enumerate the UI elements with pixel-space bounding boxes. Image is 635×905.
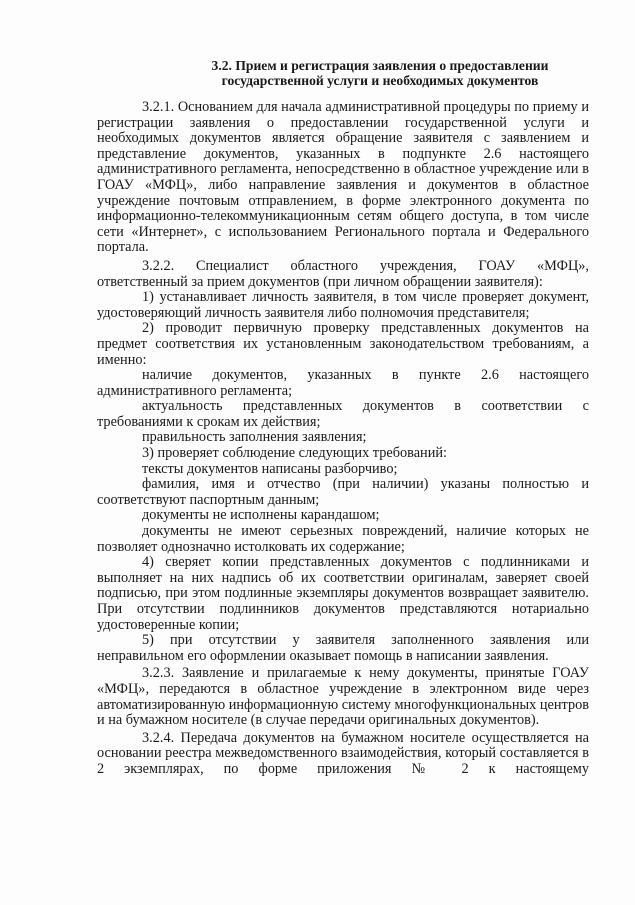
sub-item-form-correctness: правильность заполнения заявления;	[142, 429, 367, 446]
sub-item-legible-text: тексты документов написаны разборчиво;	[142, 460, 398, 477]
section-title	[150, 58, 610, 88]
paragraph-3-2-3: 3.2.3. Заявление и прилагаемые к нему документы, принятые ГОАУ «МФЦ», передаются в областное учреждение в электронном виде через автоматизированную информационную систему многофункциональных центров и на бумажном носителе (в случае передачи оригинальных документов).	[97, 665, 589, 729]
sub-item-documents-presence: наличие документов, указанных в пункте 2.6 настоящего административного регламента;	[97, 367, 589, 399]
section-title-line-1: 3.2. Прием и регистрация заявления о предоставлении	[211, 58, 549, 73]
paragraph-3-2-1: 3.2.1. Основанием для начала административной процедуры по приему и регистрации заявления о предоставлении государственной услуги и необходимых документов является обращение заявителя с заявлением и представление документов, указанных в подпункте 2.6 настоящего административного регламента, непосредственно в областное учреждение или в ГОАУ «МФЦ», либо направление заявления и документов в областное учреждение почтовым отправлением, в форме электронного документа по информационно-телекоммуникационным сетям общего доступа, в том числе сети «Интернет», с использованием Регионального портала и Федерального портала.	[97, 99, 589, 256]
document-body	[97, 100, 589, 778]
list-item-4: 4) сверяет копии представленных документов с подлинниками и выполняет на них надпись об их соответствии оригиналам, заверяет своей подписью, при этом подлинные экземпляры документов возвращает заявителю. При отсутствии подлинников документов представляются нотариально удостоверенные копии;	[97, 554, 589, 633]
list-item-3: 3) проверяет соблюдение следующих требований:	[142, 445, 447, 462]
paragraph-3-2-2: 3.2.2. Специалист областного учреждения, ГОАУ «МФЦ», ответственный за прием документов (при личном обращении заявителя):	[97, 257, 589, 290]
section-title-line-2: государственной услуги и необходимых документов	[221, 73, 539, 88]
sub-item-full-name: фамилия, имя и отчество (при наличии) указаны полностью и соответствуют паспортным данным;	[97, 476, 589, 508]
paragraph-3-2-4: 3.2.4. Передача документов на бумажном носителе осуществляется на основании реестра межведомственного взаимодействия, который составляется в 2 экземплярах, по форме приложения № 2 к настоящему	[97, 729, 589, 777]
list-item-2: 2) проводит первичную проверку представленных документов на предмет соответствия их установленным законодательством требованиям, а именно:	[97, 320, 589, 368]
sub-item-no-damage: документы не имеют серьезных повреждений, наличие которых не позволяет однозначно истолковать их содержание;	[97, 523, 589, 555]
list-item-1: 1) устанавливает личность заявителя, в том числе проверяет документ, удостоверяющий личность заявителя либо полномочия представителя;	[97, 289, 589, 321]
list-item-5: 5) при отсутствии у заявителя заполненного заявления или неправильном его оформлении оказывает помощь в написании заявления.	[97, 632, 589, 664]
sub-item-no-pencil: документы не исполнены карандашом;	[142, 507, 380, 524]
sub-item-documents-actuality: актуальность представленных документов в соответствии с требованиями к срокам их действия;	[97, 398, 589, 430]
